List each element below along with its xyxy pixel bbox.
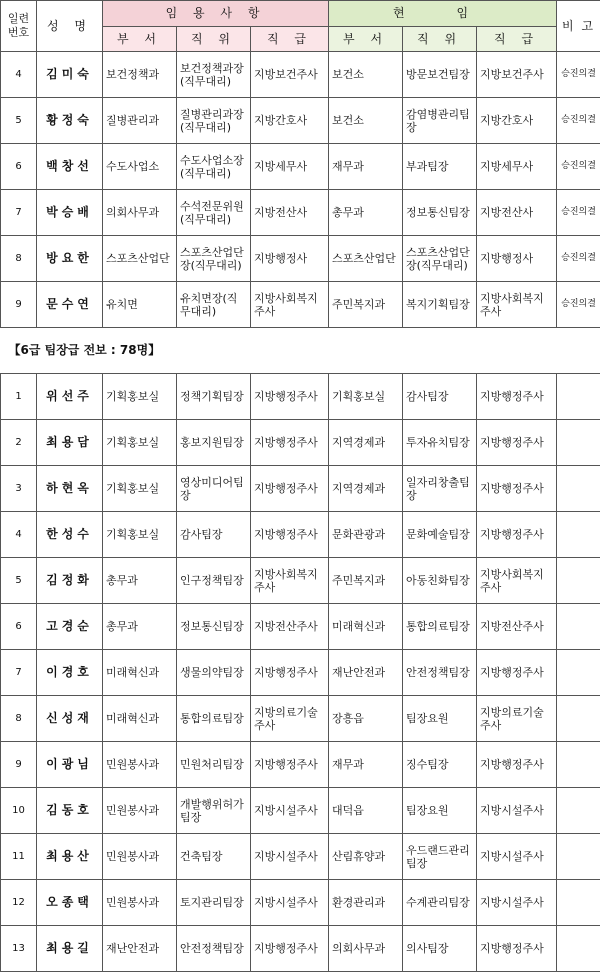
appoint-position: 인구정책팀장 xyxy=(177,558,251,604)
row-number: 8 xyxy=(1,236,37,282)
current-grade: 지방전산사 xyxy=(477,190,557,236)
person-name: 박승배 xyxy=(37,190,103,236)
appoint-dept: 재난안전과 xyxy=(103,926,177,972)
note: 승진의결 xyxy=(557,98,600,144)
row-number: 5 xyxy=(1,98,37,144)
section-title: 【6급 팀장급 전보 : 78명】 xyxy=(1,328,600,374)
current-grade: 지방세무사 xyxy=(477,144,557,190)
person-name: 김미숙 xyxy=(37,52,103,98)
person-name: 오종택 xyxy=(37,880,103,926)
table-row xyxy=(1,604,600,650)
row-number: 8 xyxy=(1,696,37,742)
appoint-grade: 지방시설주사 xyxy=(251,880,329,926)
header-current: 현 임 xyxy=(329,1,557,27)
appoint-grade: 지방사회복지주사 xyxy=(251,282,329,328)
current-grade: 지방사회복지주사 xyxy=(477,558,557,604)
appoint-position: 스포츠산업단장(직무대리) xyxy=(177,236,251,282)
note xyxy=(557,558,600,604)
appoint-dept: 기획홍보실 xyxy=(103,512,177,558)
current-dept: 대덕읍 xyxy=(329,788,403,834)
current-position: 팀장요원 xyxy=(403,788,477,834)
person-name: 신성재 xyxy=(37,696,103,742)
note xyxy=(557,696,600,742)
header-current-grade: 직 급 xyxy=(477,27,557,52)
appoint-position: 보건정책과장(직무대리) xyxy=(177,52,251,98)
current-dept: 재무과 xyxy=(329,742,403,788)
current-position: 부과팀장 xyxy=(403,144,477,190)
person-name: 위선주 xyxy=(37,374,103,420)
current-grade: 지방의료기술주사 xyxy=(477,696,557,742)
row-number: 5 xyxy=(1,558,37,604)
appoint-grade: 지방행정주사 xyxy=(251,650,329,696)
current-position: 방문보건팀장 xyxy=(403,52,477,98)
note xyxy=(557,604,600,650)
person-name: 한성수 xyxy=(37,512,103,558)
current-dept: 환경관리과 xyxy=(329,880,403,926)
current-dept: 지역경제과 xyxy=(329,466,403,512)
current-dept: 문화관광과 xyxy=(329,512,403,558)
current-dept: 미래혁신과 xyxy=(329,604,403,650)
table-row xyxy=(1,190,600,236)
current-position: 안전정책팀장 xyxy=(403,650,477,696)
current-dept: 재난안전과 xyxy=(329,650,403,696)
appoint-grade: 지방간호사 xyxy=(251,98,329,144)
current-position: 일자리창출팀장 xyxy=(403,466,477,512)
appoint-dept: 미래혁신과 xyxy=(103,696,177,742)
appoint-dept: 미래혁신과 xyxy=(103,650,177,696)
header-current-position: 직 위 xyxy=(403,27,477,52)
appoint-position: 개발행위허가팀장 xyxy=(177,788,251,834)
row-number: 12 xyxy=(1,880,37,926)
current-position: 투자유치팀장 xyxy=(403,420,477,466)
note xyxy=(557,834,600,880)
current-grade: 지방행정주사 xyxy=(477,512,557,558)
current-position: 징수팀장 xyxy=(403,742,477,788)
table-row xyxy=(1,696,600,742)
note xyxy=(557,374,600,420)
current-grade: 지방시설주사 xyxy=(477,880,557,926)
appoint-grade: 지방행정주사 xyxy=(251,512,329,558)
table-row xyxy=(1,788,600,834)
current-dept: 주민복지과 xyxy=(329,282,403,328)
current-dept: 보건소 xyxy=(329,52,403,98)
current-grade: 지방행정주사 xyxy=(477,466,557,512)
appoint-dept: 기획홍보실 xyxy=(103,374,177,420)
current-position: 정보통신팀장 xyxy=(403,190,477,236)
row-number: 6 xyxy=(1,144,37,190)
appoint-grade: 지방행정사 xyxy=(251,236,329,282)
appoint-dept: 질병관리과 xyxy=(103,98,177,144)
current-dept: 재무과 xyxy=(329,144,403,190)
table-row xyxy=(1,834,600,880)
table-row xyxy=(1,98,600,144)
current-grade: 지방행정주사 xyxy=(477,420,557,466)
appoint-grade: 지방세무사 xyxy=(251,144,329,190)
appoint-grade: 지방행정주사 xyxy=(251,742,329,788)
person-name: 황정숙 xyxy=(37,98,103,144)
table-row xyxy=(1,420,600,466)
current-grade: 지방간호사 xyxy=(477,98,557,144)
note: 승진의결 xyxy=(557,282,600,328)
current-dept: 총무과 xyxy=(329,190,403,236)
appoint-grade: 지방시설주사 xyxy=(251,788,329,834)
appoint-position: 홍보지원팀장 xyxy=(177,420,251,466)
appoint-grade: 지방전산사 xyxy=(251,190,329,236)
appoint-position: 수석전문위원(직무대리) xyxy=(177,190,251,236)
person-name: 이경호 xyxy=(37,650,103,696)
table-row xyxy=(1,52,600,98)
current-position: 우드랜드관리팀장 xyxy=(403,834,477,880)
person-name: 최용길 xyxy=(37,926,103,972)
person-name: 최용산 xyxy=(37,834,103,880)
current-dept: 장흥읍 xyxy=(329,696,403,742)
person-name: 이광님 xyxy=(37,742,103,788)
current-grade: 지방행정주사 xyxy=(477,926,557,972)
header-appointment: 임 용 사 항 xyxy=(103,1,329,27)
current-position: 문화예술팀장 xyxy=(403,512,477,558)
current-grade: 지방시설주사 xyxy=(477,834,557,880)
appoint-dept: 총무과 xyxy=(103,604,177,650)
appoint-position: 안전정책팀장 xyxy=(177,926,251,972)
appoint-dept: 민원봉사과 xyxy=(103,834,177,880)
appoint-position: 건축팀장 xyxy=(177,834,251,880)
row-number: 7 xyxy=(1,190,37,236)
appoint-position: 생물의약팀장 xyxy=(177,650,251,696)
row-number: 3 xyxy=(1,466,37,512)
appoint-dept: 보건정책과 xyxy=(103,52,177,98)
appoint-grade: 지방시설주사 xyxy=(251,834,329,880)
table-row xyxy=(1,650,600,696)
current-position: 통합의료팀장 xyxy=(403,604,477,650)
appoint-position: 정책기획팀장 xyxy=(177,374,251,420)
appoint-position: 토지관리팀장 xyxy=(177,880,251,926)
current-position: 아동친화팀장 xyxy=(403,558,477,604)
appoint-position: 유치면장(직무대리) xyxy=(177,282,251,328)
row-number: 9 xyxy=(1,282,37,328)
note xyxy=(557,788,600,834)
current-grade: 지방행정사 xyxy=(477,236,557,282)
appoint-grade: 지방행정주사 xyxy=(251,466,329,512)
appoint-position: 질병관리과장(직무대리) xyxy=(177,98,251,144)
table-row xyxy=(1,282,600,328)
person-name: 최용담 xyxy=(37,420,103,466)
note xyxy=(557,742,600,788)
current-dept: 산림휴양과 xyxy=(329,834,403,880)
current-position: 복지기획팀장 xyxy=(403,282,477,328)
appoint-grade: 지방행정주사 xyxy=(251,374,329,420)
header-note: 비 고 xyxy=(557,1,600,52)
current-dept: 의회사무과 xyxy=(329,926,403,972)
current-grade: 지방행정주사 xyxy=(477,374,557,420)
current-dept: 보건소 xyxy=(329,98,403,144)
current-position: 의사팀장 xyxy=(403,926,477,972)
group2-body xyxy=(1,374,600,972)
current-dept: 지역경제과 xyxy=(329,420,403,466)
appoint-dept: 민원봉사과 xyxy=(103,742,177,788)
note xyxy=(557,650,600,696)
appoint-dept: 기획홍보실 xyxy=(103,420,177,466)
appoint-dept: 스포츠산업단 xyxy=(103,236,177,282)
row-number: 9 xyxy=(1,742,37,788)
current-grade: 지방전산주사 xyxy=(477,604,557,650)
current-position: 스포츠산업단장(직무대리) xyxy=(403,236,477,282)
person-name: 방요한 xyxy=(37,236,103,282)
current-dept: 기획홍보실 xyxy=(329,374,403,420)
appoint-dept: 민원봉사과 xyxy=(103,880,177,926)
appoint-position: 통합의료팀장 xyxy=(177,696,251,742)
row-number: 2 xyxy=(1,420,37,466)
appoint-dept: 수도사업소 xyxy=(103,144,177,190)
group1-body xyxy=(1,52,600,328)
current-position: 팀장요원 xyxy=(403,696,477,742)
note: 승진의결 xyxy=(557,236,600,282)
row-number: 10 xyxy=(1,788,37,834)
table-row xyxy=(1,512,600,558)
appoint-dept: 유치면 xyxy=(103,282,177,328)
header-appoint-grade: 직 급 xyxy=(251,27,329,52)
current-grade: 지방보건주사 xyxy=(477,52,557,98)
table-row xyxy=(1,926,600,972)
person-name: 김정화 xyxy=(37,558,103,604)
row-number: 7 xyxy=(1,650,37,696)
appoint-position: 감사팀장 xyxy=(177,512,251,558)
appoint-dept: 민원봉사과 xyxy=(103,788,177,834)
appoint-position: 영상미디어팀장 xyxy=(177,466,251,512)
current-grade: 지방시설주사 xyxy=(477,788,557,834)
table-row xyxy=(1,880,600,926)
current-grade: 지방행정주사 xyxy=(477,742,557,788)
appoint-position: 정보통신팀장 xyxy=(177,604,251,650)
appoint-grade: 지방사회복지주사 xyxy=(251,558,329,604)
table-row xyxy=(1,742,600,788)
current-dept: 주민복지과 xyxy=(329,558,403,604)
row-number: 1 xyxy=(1,374,37,420)
note xyxy=(557,420,600,466)
table-row xyxy=(1,374,600,420)
appoint-grade: 지방전산주사 xyxy=(251,604,329,650)
header-appoint-dept: 부 서 xyxy=(103,27,177,52)
appoint-dept: 총무과 xyxy=(103,558,177,604)
appoint-grade: 지방보건주사 xyxy=(251,52,329,98)
row-number: 4 xyxy=(1,52,37,98)
current-position: 감염병관리팀장 xyxy=(403,98,477,144)
note xyxy=(557,926,600,972)
appoint-grade: 지방의료기술주사 xyxy=(251,696,329,742)
appoint-position: 민원처리팀장 xyxy=(177,742,251,788)
row-number: 6 xyxy=(1,604,37,650)
table-row xyxy=(1,466,600,512)
person-name: 고경순 xyxy=(37,604,103,650)
person-name: 김동호 xyxy=(37,788,103,834)
note xyxy=(557,466,600,512)
table-row xyxy=(1,144,600,190)
table-row xyxy=(1,558,600,604)
row-number: 11 xyxy=(1,834,37,880)
appoint-position: 수도사업소장(직무대리) xyxy=(177,144,251,190)
table-row xyxy=(1,236,600,282)
current-grade: 지방행정주사 xyxy=(477,650,557,696)
note xyxy=(557,512,600,558)
person-name: 백창선 xyxy=(37,144,103,190)
note: 승진의결 xyxy=(557,52,600,98)
current-position: 수계관리팀장 xyxy=(403,880,477,926)
appoint-dept: 기획홍보실 xyxy=(103,466,177,512)
appoint-dept: 의회사무과 xyxy=(103,190,177,236)
note: 승진의결 xyxy=(557,144,600,190)
appoint-grade: 지방행정주사 xyxy=(251,420,329,466)
current-position: 감사팀장 xyxy=(403,374,477,420)
header-appoint-position: 직 위 xyxy=(177,27,251,52)
appoint-grade: 지방행정주사 xyxy=(251,926,329,972)
person-name: 문수연 xyxy=(37,282,103,328)
row-number: 13 xyxy=(1,926,37,972)
person-name: 하현옥 xyxy=(37,466,103,512)
current-grade: 지방사회복지주사 xyxy=(477,282,557,328)
header-current-dept: 부 서 xyxy=(329,27,403,52)
row-number: 4 xyxy=(1,512,37,558)
current-dept: 스포츠산업단 xyxy=(329,236,403,282)
header-serial: 일련번호 xyxy=(1,1,37,52)
note: 승진의결 xyxy=(557,190,600,236)
note xyxy=(557,880,600,926)
header-name: 성 명 xyxy=(37,1,103,52)
